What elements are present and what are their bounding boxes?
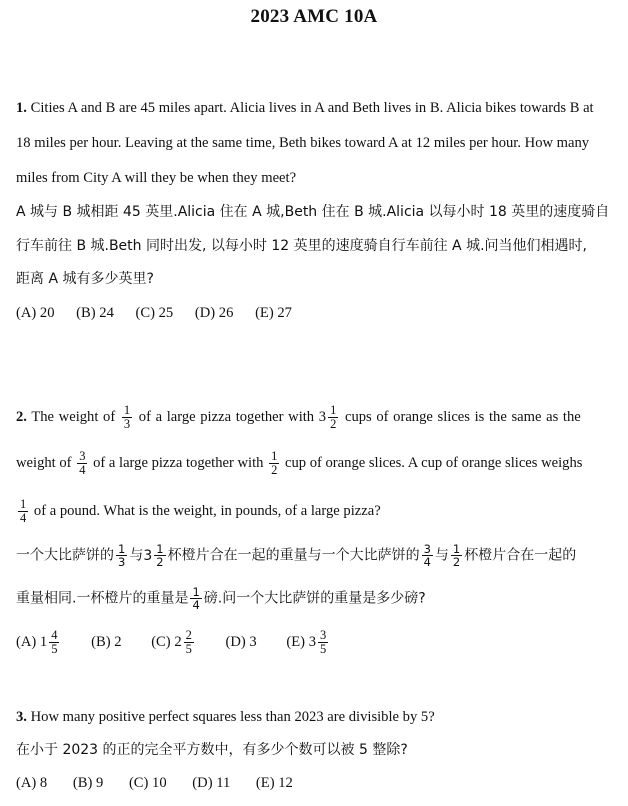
q2-en-line-3 — [16, 498, 616, 525]
q2-en1-b: of a large pizza together with — [138, 408, 315, 425]
fraction-three-quarters-cn: $\frac{3}{4}$ — [423, 542, 431, 569]
q3-cn-line-1: 在小于 2023 的正的完全平方数中，有多少个数可以被 5 整除? — [16, 742, 408, 758]
q3-choice-a: (A) 8 — [16, 775, 48, 791]
q2-cn-line-1 — [16, 543, 616, 568]
q2-en2-a: weight of — [16, 454, 72, 471]
q2-choices — [16, 629, 616, 656]
q3-choice-d: (D) 11 — [192, 775, 231, 791]
fraction-one-third-cn: $\frac{1}{3}$ — [118, 542, 126, 569]
q2-en-line-2 — [16, 450, 616, 477]
q1-choice-c: (C) 25 — [135, 305, 174, 321]
q3-en-line-1 — [16, 707, 616, 727]
q2-cn2-b: 磅.问一个大比萨饼的重量是多少磅? — [203, 590, 426, 607]
mixed-three-half: 3 $\frac{1}{2}$ — [318, 403, 337, 431]
q2-number: 2. — [16, 408, 27, 425]
q1-en-line-3: miles from City A will they be when they meet? — [16, 170, 297, 186]
q2-en3: of a pound. What is the weight, in pounds, of a large pizza? — [33, 502, 381, 519]
page-title: 2023 AMC 10A — [250, 6, 378, 27]
q2-choice-d: (D) 3 — [225, 633, 257, 650]
mixed-three-half-cn: 3 $\frac{1}{2}$ — [143, 542, 164, 569]
fraction-one-half-cn: $\frac{1}{2}$ — [452, 542, 461, 569]
q1-choice-d: (D) 26 — [194, 305, 234, 321]
q2-cn1-b: 与 — [129, 547, 144, 564]
q2-en1-c: cups of orange slices is the same as the — [344, 408, 581, 425]
q1-en-line-2: 18 miles per hour. Leaving at the same time, Beth bikes toward A at 12 miles per hour. How many — [16, 135, 590, 151]
q1-choices — [16, 303, 616, 323]
fraction-one-quarter: $\frac{1}{4}$ — [20, 497, 27, 525]
fraction-one-quarter-cn: $\frac{1}{4}$ — [192, 585, 200, 612]
q2-choice-a: (A) 1 $\frac{4}{5}$ — [16, 628, 58, 656]
q1-number: 1. — [16, 100, 27, 116]
q3-choice-b: (B) 9 — [72, 775, 104, 791]
q2-cn2-a: 重量相同.一杯橙片的重量是 — [16, 590, 189, 607]
q2-cn1-c: 杯橙片合在一起的重量与一个大比萨饼的 — [167, 547, 420, 564]
q2-en-line-1 — [16, 404, 616, 431]
q2-choice-e: (E) 3 $\frac{3}{5}$ — [286, 628, 327, 656]
q2-en2-b: of a large pizza together with — [93, 454, 264, 471]
q1-en-text-1: Cities A and B are 45 miles apart. Alicia lives in A and Beth lives in B. Alicia bikes towards B at — [30, 100, 594, 116]
fraction-three-quarters: $\frac{3}{4}$ — [79, 449, 86, 477]
q1-cn-line-2: 行车前往 B 城.Beth 同时出发, 以每小时 12 英里的速度骑自行车前往 A 城.问当他们相遇时, — [16, 238, 587, 254]
q1-cn-line-1: A 城与 B 城相距 45 英里.Alicia 住在 A 城,Beth 住在 B 城.Alicia 以每小时 18 英里的速度骑自 — [16, 204, 610, 220]
fraction-one-third: $\frac{1}{3}$ — [123, 403, 131, 431]
q1-choice-a: (A) 20 — [16, 305, 55, 321]
q1-choice-e: (E) 27 — [255, 305, 292, 321]
q3-number: 3. — [16, 709, 27, 725]
q3-choices — [16, 773, 616, 793]
q2-en1-a: The weight of — [31, 408, 116, 425]
q2-en2-c: cup of orange slices. A cup of orange slices weighs — [284, 454, 583, 471]
q1-choice-b: (B) 24 — [76, 305, 114, 321]
q2-cn1-e: 杯橙片合在一起的 — [464, 547, 577, 564]
q1-en-line-1 — [16, 98, 616, 118]
q3-choice-e: (E) 12 — [255, 775, 293, 791]
q2-cn1-a: 一个大比萨饼的 — [16, 547, 114, 564]
q3-en-text-1: How many positive perfect squares less than 2023 are divisible by 5? — [30, 709, 435, 725]
q2-cn-line-2 — [16, 586, 616, 611]
q2-cn1-d: 与 — [434, 547, 449, 564]
q3-choice-c: (C) 10 — [128, 775, 167, 791]
fraction-one-half: $\frac{1}{2}$ — [271, 449, 278, 477]
q2-choice-c: (C) 2 $\frac{2}{5}$ — [151, 628, 192, 656]
q1-cn-line-3: 距离 A 城有多少英里? — [16, 271, 154, 287]
q2-choice-b: (B) 2 — [91, 633, 122, 650]
